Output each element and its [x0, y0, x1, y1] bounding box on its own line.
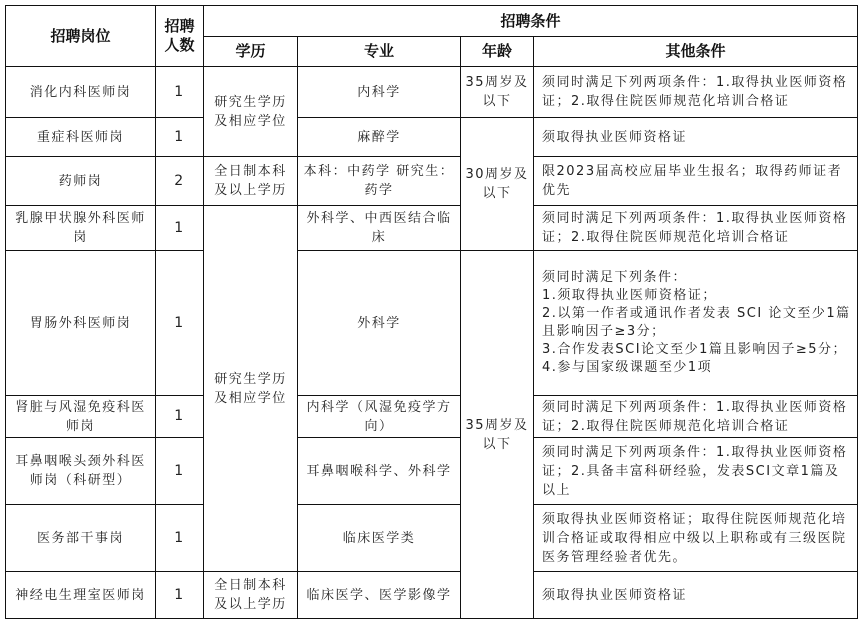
cell-count: 1 [156, 572, 204, 619]
cell-education: 研究生学历及相应学位 [204, 206, 298, 572]
cell-count: 1 [156, 206, 204, 251]
header-conditions: 招聘条件 [204, 6, 858, 37]
header-position: 招聘岗位 [6, 6, 156, 67]
other-line: 1.须取得执业医师资格证； [542, 288, 717, 303]
table-row [6, 157, 858, 206]
recruitment-table [5, 5, 858, 619]
cell-major: 耳鼻咽喉科学、外科学 [298, 438, 461, 505]
cell-education: 研究生学历及相应学位 [204, 67, 298, 157]
cell-age: 30周岁及以下 [461, 118, 534, 251]
cell-education: 全日制本科及以上学历 [204, 572, 298, 619]
other-line: 须同时满足下列条件： [542, 270, 688, 285]
cell-major: 外科学 [298, 251, 461, 396]
header-other: 其他条件 [534, 37, 858, 67]
other-line: 4.参与国家级课题至少1项 [542, 360, 713, 375]
cell-other [534, 251, 858, 396]
cell-position: 消化内科医师岗 [6, 67, 156, 118]
cell-major: 临床医学类 [298, 505, 461, 572]
cell-position: 医务部干事岗 [6, 505, 156, 572]
table-row [6, 438, 858, 505]
cell-position: 耳鼻咽喉头颈外科医师岗（科研型） [6, 438, 156, 505]
cell-other: 须同时满足下列两项条件：1.取得执业医师资格证；2.具备丰富科研经验，发表SCI文章1篇及以上 [534, 438, 858, 505]
cell-other: 须取得执业医师资格证 [534, 118, 858, 157]
cell-count: 1 [156, 505, 204, 572]
cell-count: 1 [156, 118, 204, 157]
cell-age: 35周岁及以下 [461, 251, 534, 619]
cell-major: 内科学 [298, 67, 461, 118]
cell-position: 胃肠外科医师岗 [6, 251, 156, 396]
header-major: 专业 [298, 37, 461, 67]
cell-count: 1 [156, 396, 204, 438]
table-row [6, 572, 858, 619]
cell-position: 肾脏与风湿免疫科医师岗 [6, 396, 156, 438]
cell-other: 须同时满足下列两项条件：1.取得执业医师资格证；2.取得住院医师规范化培训合格证 [534, 206, 858, 251]
cell-other: 须取得执业医师资格证；取得住院医师规范化培训合格证或取得相应中级以上职称或有三级医院医务管理经验者优先。 [534, 505, 858, 572]
cell-count: 1 [156, 67, 204, 118]
cell-major: 麻醉学 [298, 118, 461, 157]
table-row [6, 396, 858, 438]
cell-major: 本科：中药学 研究生：药学 [298, 157, 461, 206]
other-line: 2.以第一作者或通讯作者发表 SCI 论文至少1篇且影响因子≥3分； [542, 306, 851, 339]
recruitment-table-container [5, 5, 858, 619]
cell-position: 乳腺甲状腺外科医师岗 [6, 206, 156, 251]
cell-other: 须同时满足下列两项条件：1.取得执业医师资格证；2.取得住院医师规范化培训合格证 [534, 396, 858, 438]
cell-position: 神经电生理室医师岗 [6, 572, 156, 619]
cell-age: 35周岁及以下 [461, 67, 534, 118]
header-age: 年龄 [461, 37, 534, 67]
cell-major: 临床医学、医学影像学 [298, 572, 461, 619]
table-row [6, 206, 858, 251]
cell-count: 2 [156, 157, 204, 206]
cell-other: 须同时满足下列两项条件：1.取得执业医师资格证；2.取得住院医师规范化培训合格证 [534, 67, 858, 118]
cell-other: 限2023届高校应届毕业生报名；取得药师证者优先 [534, 157, 858, 206]
cell-other: 须取得执业医师资格证 [534, 572, 858, 619]
other-line: 3.合作发表SCI论文至少1篇且影响因子≥5分； [542, 342, 848, 357]
cell-count: 1 [156, 251, 204, 396]
table-row [6, 67, 858, 118]
cell-major: 外科学、中西医结合临床 [298, 206, 461, 251]
cell-position: 重症科医师岗 [6, 118, 156, 157]
header-count: 招聘人数 [156, 6, 204, 67]
cell-education: 全日制本科及以上学历 [204, 157, 298, 206]
table-row [6, 251, 858, 396]
table-row [6, 118, 858, 157]
cell-major: 内科学（风湿免疫学方向） [298, 396, 461, 438]
header-education: 学历 [204, 37, 298, 67]
cell-count: 1 [156, 438, 204, 505]
cell-position: 药师岗 [6, 157, 156, 206]
table-row [6, 505, 858, 572]
